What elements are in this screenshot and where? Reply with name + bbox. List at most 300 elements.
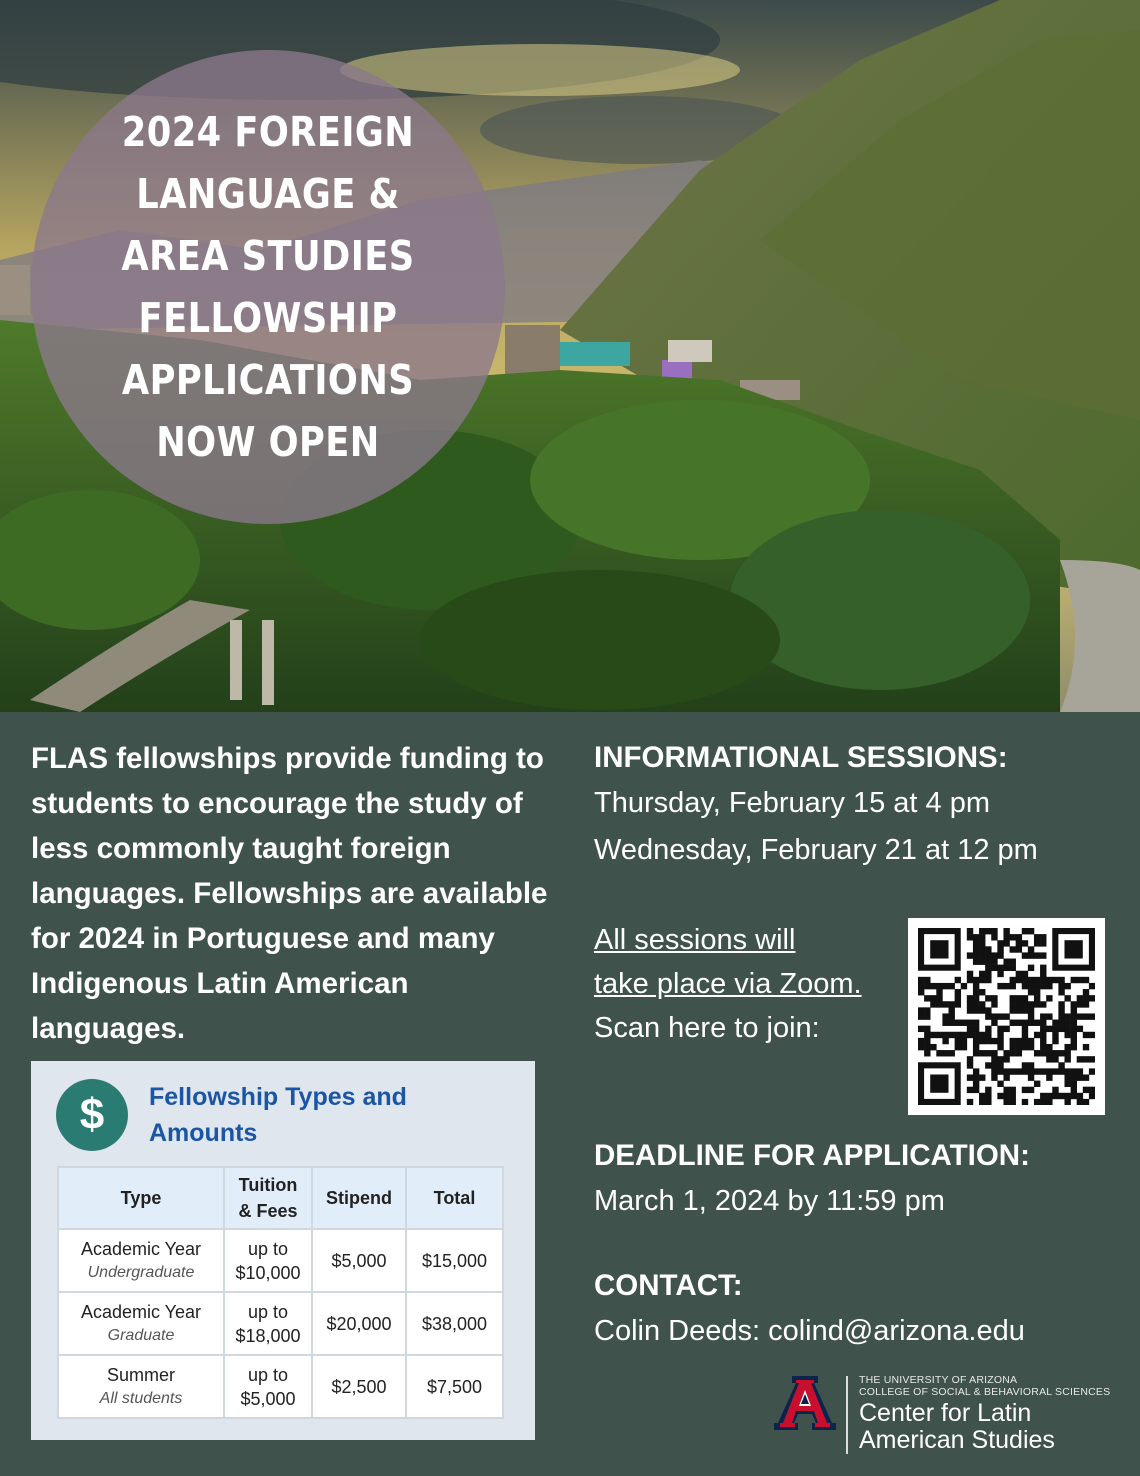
qr-module xyxy=(1028,1068,1034,1074)
qr-module xyxy=(1022,1026,1028,1032)
qr-module xyxy=(1028,1074,1034,1080)
qr-module xyxy=(973,1007,979,1013)
qr-module xyxy=(985,1062,991,1068)
qr-module xyxy=(1046,1056,1052,1062)
qr-module xyxy=(1083,1044,1089,1050)
qr-module xyxy=(967,1099,973,1105)
qr-code-graphic xyxy=(918,928,1095,1105)
qr-module xyxy=(967,1074,973,1080)
qr-module xyxy=(1064,1081,1070,1087)
qr-module xyxy=(973,946,979,952)
deadline-value: March 1, 2024 by 11:59 pm xyxy=(594,1185,945,1217)
qr-module xyxy=(942,1032,948,1038)
informational-sessions xyxy=(594,736,1114,874)
qr-module xyxy=(1016,1050,1022,1056)
qr-module xyxy=(997,965,1003,971)
qr-module xyxy=(1046,983,1052,989)
qr-module xyxy=(1071,977,1077,983)
qr-module xyxy=(1040,1020,1046,1026)
cell-type xyxy=(58,1229,224,1292)
qr-module xyxy=(924,983,930,989)
fellowship-title-line: Fellowship Types and xyxy=(149,1083,407,1111)
qr-module xyxy=(1034,1068,1040,1074)
qr-module xyxy=(991,965,997,971)
qr-module xyxy=(1089,1068,1095,1074)
tuition-line: up to xyxy=(247,1364,289,1385)
qr-module xyxy=(1016,946,1022,952)
qr-module xyxy=(985,977,991,983)
qr-module xyxy=(1010,1068,1016,1074)
qr-module xyxy=(967,1062,973,1068)
qr-module xyxy=(979,946,985,952)
fellowship-table xyxy=(57,1166,504,1419)
headline-circle xyxy=(31,50,505,524)
qr-module xyxy=(1040,983,1046,989)
deadline-section xyxy=(594,1134,1114,1225)
qr-module xyxy=(973,1001,979,1007)
tuition-line: up to xyxy=(247,1301,289,1322)
qr-module xyxy=(1052,1050,1058,1056)
qr-module xyxy=(1064,1013,1070,1019)
qr-module xyxy=(1028,1044,1034,1050)
cell-tuition xyxy=(224,1355,312,1418)
qr-module xyxy=(979,1074,985,1080)
qr-module xyxy=(1022,1068,1028,1074)
scan-instruction: Scan here to join: xyxy=(594,1012,820,1044)
qr-module xyxy=(1077,1001,1083,1007)
qr-module xyxy=(967,977,973,983)
qr-module xyxy=(1040,1038,1046,1044)
qr-module xyxy=(991,1038,997,1044)
qr-module xyxy=(918,1044,924,1050)
qr-module xyxy=(1010,1044,1016,1050)
logo-university-name: THE UNIVERSITY OF ARIZONA xyxy=(859,1374,1018,1386)
qr-module xyxy=(1064,1020,1070,1026)
qr-module xyxy=(1028,952,1034,958)
qr-module xyxy=(1010,1020,1016,1026)
qr-module xyxy=(1040,1099,1046,1105)
qr-module xyxy=(1016,940,1022,946)
qr-module xyxy=(1016,1007,1022,1013)
qr-module xyxy=(979,940,985,946)
qr-module xyxy=(1028,928,1034,934)
qr-module xyxy=(942,1001,948,1007)
qr-module xyxy=(1034,1050,1040,1056)
qr-module xyxy=(1071,1081,1077,1087)
tuition-line: $10,000 xyxy=(235,1262,301,1283)
qr-module xyxy=(936,995,942,1001)
qr-module xyxy=(1058,983,1064,989)
qr-module xyxy=(1058,1068,1064,1074)
qr-module xyxy=(1089,1013,1095,1019)
qr-module xyxy=(1010,1038,1016,1044)
qr-module xyxy=(973,995,979,1001)
contact-value[interactable]: Colin Deeds: colind@arizona.edu xyxy=(594,1315,1025,1347)
qr-module xyxy=(967,1020,973,1026)
table-row xyxy=(58,1229,503,1292)
type-sub: Undergraduate xyxy=(87,1263,195,1281)
qr-module xyxy=(1064,1068,1070,1074)
qr-module xyxy=(1046,1013,1052,1019)
qr-module xyxy=(1022,928,1028,934)
type-label: Academic Year xyxy=(80,1238,202,1259)
qr-module xyxy=(997,1062,1003,1068)
qr-module xyxy=(991,1013,997,1019)
qr-module xyxy=(967,1007,973,1013)
qr-module xyxy=(1052,1087,1058,1093)
table-row xyxy=(58,1355,503,1418)
qr-module xyxy=(1028,965,1034,971)
qr-module xyxy=(1040,1032,1046,1038)
qr-module xyxy=(991,959,997,965)
col-total: Total xyxy=(406,1167,503,1229)
qr-module xyxy=(1083,1032,1089,1038)
type-label: Academic Year xyxy=(80,1301,202,1322)
qr-module xyxy=(997,1056,1003,1062)
qr-module xyxy=(997,1081,1003,1087)
qr-module xyxy=(1077,995,1083,1001)
qr-module xyxy=(979,1099,985,1105)
zoom-link-line[interactable]: All sessions will xyxy=(594,924,796,956)
qr-module xyxy=(985,928,991,934)
qr-module xyxy=(1028,1013,1034,1019)
qr-module xyxy=(1077,1068,1083,1074)
qr-module xyxy=(979,989,985,995)
logo-center-name xyxy=(859,1400,1055,1454)
qr-module xyxy=(936,983,942,989)
qr-module xyxy=(942,1050,948,1056)
qr-module xyxy=(1022,995,1028,1001)
qr-module xyxy=(997,1013,1003,1019)
qr-module xyxy=(1071,1007,1077,1013)
qr-module xyxy=(1010,1001,1016,1007)
qr-module xyxy=(1083,1056,1089,1062)
qr-module xyxy=(985,959,991,965)
qr-module xyxy=(1046,1050,1052,1056)
qr-module xyxy=(967,1056,973,1062)
qr-module xyxy=(1028,977,1034,983)
qr-module xyxy=(1064,1026,1070,1032)
qr-module xyxy=(979,1093,985,1099)
qr-module xyxy=(1071,1020,1077,1026)
cell-stipend: $2,500 xyxy=(312,1355,406,1418)
contact-section xyxy=(594,1264,1114,1355)
qr-module xyxy=(924,1013,930,1019)
qr-module xyxy=(997,1032,1003,1038)
type-sub: All students xyxy=(99,1389,183,1407)
qr-module xyxy=(930,1044,936,1050)
qr-module xyxy=(1022,1099,1028,1105)
qr-module xyxy=(1003,983,1009,989)
qr-module xyxy=(936,989,942,995)
qr-module xyxy=(1034,995,1040,1001)
deadline-heading: DEADLINE FOR APPLICATION: xyxy=(594,1139,1030,1172)
qr-module xyxy=(961,1044,967,1050)
qr-module xyxy=(1083,1074,1089,1080)
qr-module xyxy=(1077,1056,1083,1062)
qr-module xyxy=(1089,995,1095,1001)
qr-module xyxy=(991,1020,997,1026)
qr-module xyxy=(1040,1044,1046,1050)
qr-module xyxy=(973,934,979,940)
qr-module xyxy=(1022,1087,1028,1093)
qr-module xyxy=(1083,977,1089,983)
qr-module xyxy=(1046,1026,1052,1032)
qr-finder-square xyxy=(930,940,948,958)
qr-module xyxy=(1040,1068,1046,1074)
qr-module xyxy=(1003,928,1009,934)
logo-center-line: American Studies xyxy=(859,1426,1055,1454)
qr-module xyxy=(1046,977,1052,983)
qr-module xyxy=(1052,1093,1058,1099)
qr-module xyxy=(1058,1013,1064,1019)
col-type: Type xyxy=(58,1167,224,1229)
qr-module xyxy=(967,1026,973,1032)
qr-module xyxy=(918,1007,924,1013)
qr-module xyxy=(1028,983,1034,989)
qr-module xyxy=(1089,1093,1095,1099)
qr-module xyxy=(1034,1020,1040,1026)
qr-module xyxy=(991,1056,997,1062)
qr-module xyxy=(979,971,985,977)
qr-module xyxy=(1083,1087,1089,1093)
fellowship-headline: 2024 FOREIGN LANGUAGE & AREA STUDIES FELLOWSHIP APPLICATIONS NOW OPEN xyxy=(121,108,415,466)
qr-module xyxy=(1046,1044,1052,1050)
qr-module xyxy=(1046,1074,1052,1080)
qr-code-icon[interactable] xyxy=(908,918,1105,1115)
qr-module xyxy=(930,1032,936,1038)
qr-module xyxy=(1083,989,1089,995)
qr-module xyxy=(1052,977,1058,983)
qr-module xyxy=(936,1050,942,1056)
qr-module xyxy=(1064,1093,1070,1099)
qr-module xyxy=(1028,989,1034,995)
qr-module xyxy=(961,1020,967,1026)
qr-module xyxy=(973,1074,979,1080)
qr-module xyxy=(1040,1001,1046,1007)
qr-module xyxy=(1022,1032,1028,1038)
qr-module xyxy=(979,1007,985,1013)
qr-module xyxy=(997,946,1003,952)
qr-module xyxy=(1046,1093,1052,1099)
qr-module xyxy=(955,1020,961,1026)
type-label: Summer xyxy=(106,1364,175,1385)
qr-module xyxy=(1071,1013,1077,1019)
qr-module xyxy=(1022,983,1028,989)
qr-module xyxy=(918,1013,924,1019)
qr-module xyxy=(1040,934,1046,940)
qr-module xyxy=(949,1032,955,1038)
qr-module xyxy=(1083,1001,1089,1007)
qr-module xyxy=(1022,1001,1028,1007)
qr-module xyxy=(1064,1044,1070,1050)
qr-module xyxy=(1077,1074,1083,1080)
qr-module xyxy=(1077,1099,1083,1105)
qr-module xyxy=(955,1044,961,1050)
qr-module xyxy=(1052,1038,1058,1044)
qr-module xyxy=(1064,995,1070,1001)
qr-module xyxy=(930,983,936,989)
qr-module xyxy=(1034,977,1040,983)
qr-module xyxy=(955,989,961,995)
qr-module xyxy=(985,1050,991,1056)
cell-total: $38,000 xyxy=(406,1292,503,1355)
col-tuition xyxy=(224,1167,312,1229)
qr-module xyxy=(1058,989,1064,995)
qr-module xyxy=(997,1093,1003,1099)
qr-module xyxy=(1022,977,1028,983)
qr-module xyxy=(1034,1099,1040,1105)
qr-module xyxy=(1064,983,1070,989)
qr-module xyxy=(967,1032,973,1038)
university-logo xyxy=(772,1374,1112,1458)
qr-module xyxy=(973,940,979,946)
col-tuition-line: & Fees xyxy=(238,1201,298,1221)
qr-module xyxy=(1064,1099,1070,1105)
qr-module xyxy=(985,1032,991,1038)
qr-module xyxy=(1058,1026,1064,1032)
qr-module xyxy=(1064,1056,1070,1062)
logo-divider xyxy=(846,1376,848,1454)
qr-module xyxy=(924,1026,930,1032)
table-row xyxy=(58,1292,503,1355)
qr-module xyxy=(979,934,985,940)
qr-module xyxy=(967,995,973,1001)
qr-module xyxy=(1089,1087,1095,1093)
qr-module xyxy=(1016,1020,1022,1026)
qr-module xyxy=(1003,965,1009,971)
qr-module xyxy=(1028,1020,1034,1026)
qr-module xyxy=(979,952,985,958)
qr-module xyxy=(979,1050,985,1056)
qr-module xyxy=(1077,977,1083,983)
qr-module xyxy=(991,995,997,1001)
qr-module xyxy=(961,1032,967,1038)
qr-module xyxy=(973,989,979,995)
qr-module xyxy=(1071,1044,1077,1050)
tuition-line: $18,000 xyxy=(235,1325,301,1346)
qr-module xyxy=(1010,1099,1016,1105)
qr-module xyxy=(973,1087,979,1093)
qr-module xyxy=(997,1038,1003,1044)
qr-module xyxy=(1022,952,1028,958)
qr-module xyxy=(1010,1087,1016,1093)
qr-module xyxy=(1022,940,1028,946)
qr-module xyxy=(1071,1026,1077,1032)
qr-module xyxy=(1010,1007,1016,1013)
qr-module xyxy=(949,1001,955,1007)
qr-module xyxy=(973,977,979,983)
qr-module xyxy=(1022,971,1028,977)
zoom-link-line[interactable]: take place via Zoom. xyxy=(594,968,862,1000)
qr-module xyxy=(1022,1007,1028,1013)
qr-module xyxy=(1034,989,1040,995)
qr-module xyxy=(1016,1044,1022,1050)
qr-module xyxy=(1010,1093,1016,1099)
logo-subtitle xyxy=(859,1374,1110,1398)
qr-module xyxy=(1022,1062,1028,1068)
qr-module xyxy=(991,1074,997,1080)
qr-module xyxy=(991,1050,997,1056)
qr-module xyxy=(1058,1007,1064,1013)
qr-module xyxy=(1010,946,1016,952)
qr-module xyxy=(1083,1099,1089,1105)
qr-module xyxy=(918,989,924,995)
qr-module xyxy=(973,959,979,965)
qr-module xyxy=(1028,946,1034,952)
qr-module xyxy=(961,1038,967,1044)
qr-finder-square xyxy=(930,1074,948,1092)
qr-module xyxy=(985,1093,991,1099)
qr-module xyxy=(1089,983,1095,989)
qr-module xyxy=(942,1038,948,1044)
qr-module xyxy=(1077,1026,1083,1032)
qr-module xyxy=(1040,1026,1046,1032)
session-item: Wednesday, February 21 at 12 pm xyxy=(594,834,1038,866)
qr-module xyxy=(1003,1013,1009,1019)
qr-module xyxy=(1028,1062,1034,1068)
cell-type xyxy=(58,1292,224,1355)
qr-module xyxy=(1058,1001,1064,1007)
qr-module xyxy=(1016,1001,1022,1007)
qr-module xyxy=(1003,1074,1009,1080)
university-a-logo-icon xyxy=(772,1374,838,1432)
qr-module xyxy=(955,1038,961,1044)
qr-module xyxy=(1003,959,1009,965)
qr-module xyxy=(973,952,979,958)
qr-module xyxy=(942,1013,948,1019)
qr-module xyxy=(1071,1093,1077,1099)
qr-module xyxy=(973,983,979,989)
qr-module xyxy=(1034,952,1040,958)
qr-module xyxy=(1003,1093,1009,1099)
qr-module xyxy=(1058,1050,1064,1056)
cell-total: $15,000 xyxy=(406,1229,503,1292)
qr-module xyxy=(1052,1068,1058,1074)
qr-module xyxy=(973,1068,979,1074)
qr-module xyxy=(1052,1020,1058,1026)
qr-module xyxy=(942,1020,948,1026)
qr-module xyxy=(991,1001,997,1007)
tuition-line: up to xyxy=(247,1238,289,1259)
qr-module xyxy=(949,983,955,989)
qr-module xyxy=(967,1087,973,1093)
qr-module xyxy=(930,1001,936,1007)
qr-module xyxy=(924,1044,930,1050)
intro-paragraph: FLAS fellowships provide funding to students to encourage the study of less commonly taught foreign languages. Fellowships are available for 2024 in Portuguese and many Indigenous Latin American languages. xyxy=(31,742,548,1045)
qr-module xyxy=(936,1001,942,1007)
qr-module xyxy=(1016,995,1022,1001)
qr-module xyxy=(979,1001,985,1007)
qr-module xyxy=(924,1007,930,1013)
qr-module xyxy=(973,1038,979,1044)
cell-type xyxy=(58,1355,224,1418)
qr-module xyxy=(1010,1050,1016,1056)
qr-module xyxy=(1034,1032,1040,1038)
qr-module xyxy=(1034,983,1040,989)
qr-module xyxy=(979,977,985,983)
qr-module xyxy=(1034,940,1040,946)
qr-module xyxy=(1040,965,1046,971)
qr-module xyxy=(985,946,991,952)
qr-module xyxy=(955,1001,961,1007)
qr-module xyxy=(973,1032,979,1038)
qr-module xyxy=(967,1001,973,1007)
qr-module xyxy=(1028,1007,1034,1013)
qr-module xyxy=(918,977,924,983)
qr-module xyxy=(1022,1044,1028,1050)
qr-module xyxy=(949,1013,955,1019)
